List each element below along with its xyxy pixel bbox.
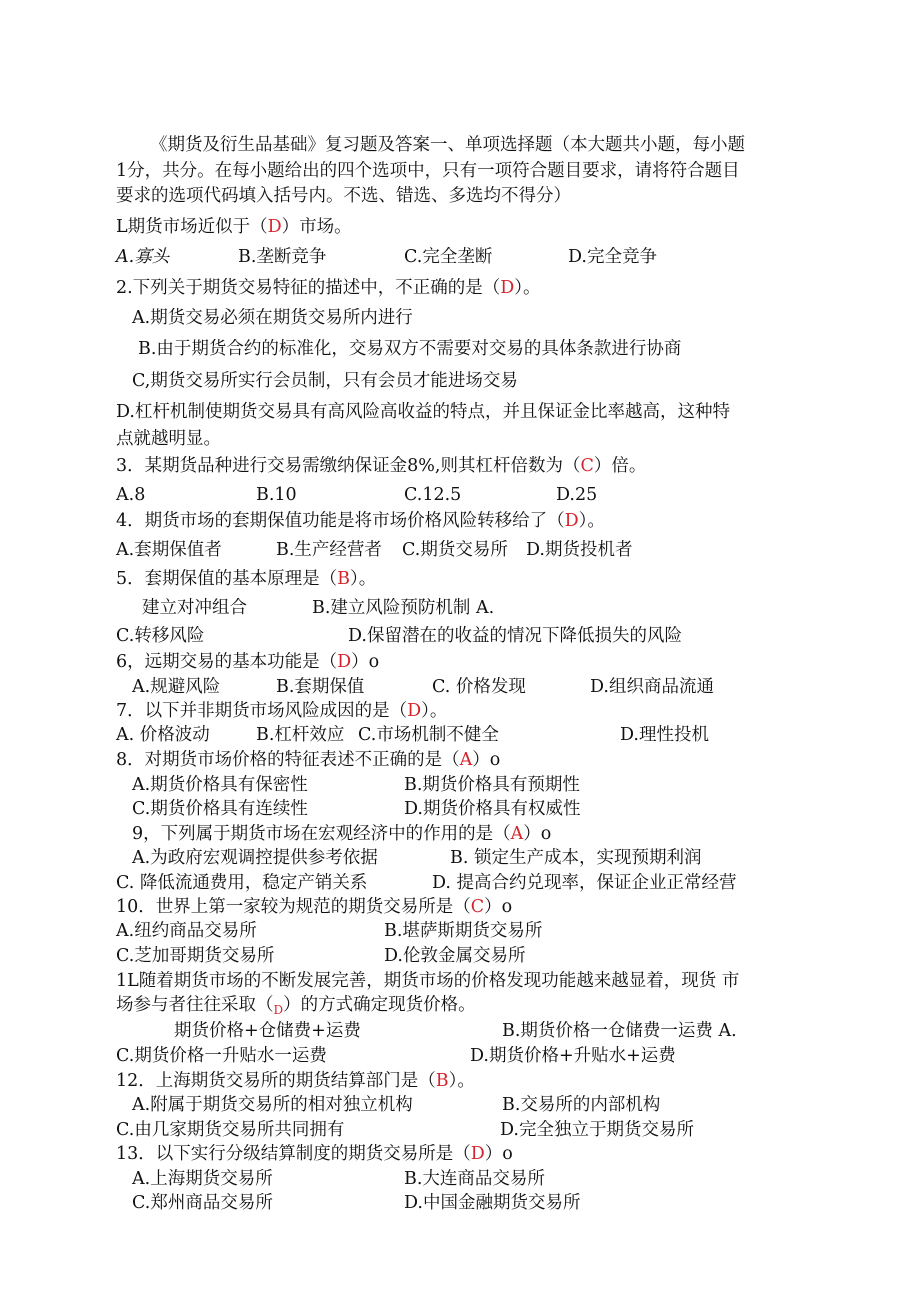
answer-mark: D <box>564 511 579 531</box>
q10-option-b: B.堪萨斯期货交易所 <box>384 921 543 941</box>
intro-line-3: 要求的选项代码填入括号内。不选、错选、多选均不得分） <box>116 186 571 206</box>
q6-option-b: B.套期保值 <box>276 677 365 697</box>
q2-option-c: C,期货交易所实行会员制，只有会员才能进场交易 <box>132 371 518 391</box>
answer-mark: B <box>435 1071 449 1091</box>
answer-mark: A <box>459 750 473 770</box>
intro-line-2: 1分，共分。在每小题给出的四个选项中，只有一项符合题目要求，请将符合题目 <box>116 161 740 181</box>
question-1-stem: L期货市场近似于（D）市场。 <box>116 217 352 237</box>
question-2-stem: 2.下列关于期货交易特征的描述中，不正确的是（D）。 <box>116 278 541 298</box>
q2-option-a: A.期货交易必须在期货交易所内进行 <box>132 308 413 328</box>
q10-option-a: A.纽约商品交易所 <box>116 921 257 941</box>
q7-option-a: A. 价格波动 <box>116 725 210 745</box>
q12-option-d: D.完全独立于期货交易所 <box>500 1120 694 1140</box>
q2-option-d: D.杠杆机制使期货交易具有高风险高收益的特点，并且保证金比率越高，这种特 <box>116 402 730 422</box>
answer-mark: D <box>267 217 282 237</box>
q5-option-b: B.建立风险预防机制 A. <box>312 598 495 618</box>
q10-option-c: C.芝加哥期货交易所 <box>116 946 275 966</box>
q11-option-d: D.期货价格+升贴水+运费 <box>470 1046 676 1066</box>
q3-option-b: B.10 <box>256 485 297 505</box>
q8-option-c: C.期货价格具有连续性 <box>132 799 308 819</box>
answer-mark: D <box>470 1144 485 1164</box>
q10-option-d: D.伦敦金属交易所 <box>384 946 526 966</box>
q7-option-d: D.理性投机 <box>620 725 709 745</box>
q13-option-c: C.郑州商品交易所 <box>132 1193 273 1213</box>
q6-option-c: C. 价格发现 <box>432 677 526 697</box>
q3-option-d: D.25 <box>556 485 598 505</box>
q2-option-b: B.由于期货合约的标准化，交易双方不需要对交易的具体条款进行协商 <box>138 339 682 359</box>
q3-option-a: A.8 <box>116 485 146 505</box>
q2-option-d-cont: 点就越明显。 <box>116 429 221 449</box>
question-8-stem: 8．对期货市场价格的特征表述不正确的是（A）o <box>116 750 501 770</box>
q4-option-b: B.生产经营者 <box>276 540 382 560</box>
q12-option-a: A.附属于期货交易所的相对独立机构 <box>132 1095 413 1115</box>
q1-option-d: D.完全竞争 <box>568 247 657 267</box>
question-12-stem: 12．上海期货交易所的期货结算部门是（B）。 <box>116 1071 475 1091</box>
q4-option-d: D.期货投机者 <box>526 540 633 560</box>
answer-mark: D <box>273 1003 284 1017</box>
question-3-stem: 3．某期货品种进行交易需缴纳保证金8%,则其杠杆倍数为（C）倍。 <box>116 456 647 476</box>
q7-option-b: B.杠杆效应 <box>256 725 345 745</box>
q6-option-a: A.规避风险 <box>132 677 221 697</box>
question-11-stem-cont: 场参与者往往采取$(_D)$的方式确定现货价格。 <box>116 995 476 1017</box>
q11-option-b: B.期货价格一仓储费一运费 A. <box>502 1021 737 1041</box>
q3-option-c: C.12.5 <box>404 485 462 505</box>
answer-mark: D <box>500 278 515 298</box>
answer-mark: D <box>407 701 422 721</box>
q13-option-d: D.中国金融期货交易所 <box>404 1193 581 1213</box>
q6-option-d: D.组织商品流通 <box>590 677 714 697</box>
q11-option-c: C.期货价格一升贴水一运费 <box>116 1046 327 1066</box>
q8-option-b: B.期货价格具有预期性 <box>404 775 580 795</box>
question-11-stem: 1L随着期货市场的不断发展完善，期货市场的价格发现功能越来越显着，现货 市 <box>116 971 740 991</box>
answer-mark: C <box>470 897 485 917</box>
intro-line-1: 《期货及衍生品基础》复习题及答案一、单项选择题（本大题共小题，每小题 <box>150 135 745 155</box>
q5-option-a: 建立对冲组合 <box>142 598 247 618</box>
q1-option-c: C.完全垄断 <box>404 247 493 267</box>
q12-option-b: B.交易所的内部机构 <box>502 1095 661 1115</box>
answer-mark: C <box>580 456 594 476</box>
question-13-stem: 13．以下实行分级结算制度的期货交易所是（D）o <box>116 1144 513 1164</box>
answer-mark: B <box>337 569 351 589</box>
question-5-stem: 5．套期保值的基本原理是（B）。 <box>116 569 377 589</box>
q5-option-d: D.保留潜在的收益的情况下降低损失的风险 <box>348 626 682 646</box>
q12-option-c: C.由几家期货交易所共同拥有 <box>116 1120 345 1140</box>
q8-option-a: A.期货价格具有保密性 <box>132 775 308 795</box>
q9-option-b: B. 锁定生产成本，实现预期利润 <box>450 848 702 868</box>
q1-option-a: A.寡头 <box>116 247 170 267</box>
q1-option-b: B.垄断竞争 <box>238 247 327 267</box>
q11-option-a: 期货价格+仓储费+运费 <box>174 1021 361 1041</box>
question-10-stem: 10．世界上第一家较为规范的期货交易所是（C）o <box>116 897 513 917</box>
q5-option-c: C.转移风险 <box>116 626 205 646</box>
q7-option-c: C.市场机制不健全 <box>358 725 499 745</box>
q9-option-a: A.为政府宏观调控提供参考依据 <box>132 848 378 868</box>
question-6-stem: 6，远期交易的基本功能是（D）o <box>116 652 380 672</box>
q4-option-c: C.期货交易所 <box>402 540 508 560</box>
q9-option-d: D. 提高合约兑现率，保证企业正常经营 <box>432 873 737 893</box>
answer-mark: A <box>510 824 524 844</box>
question-7-stem: 7．以下并非期货市场风险成因的是（D）。 <box>116 701 448 721</box>
q13-option-a: A.上海期货交易所 <box>132 1169 273 1189</box>
question-4-stem: 4．期货市场的套期保值功能是将市场价格风险转移给了（D）。 <box>116 511 605 531</box>
q8-option-d: D.期货价格具有权威性 <box>404 799 581 819</box>
q13-option-b: B.大连商品交易所 <box>404 1169 545 1189</box>
q4-option-a: A.套期保值者 <box>116 540 222 560</box>
answer-mark: D <box>337 652 352 672</box>
question-9-stem: 9，下列属于期货市场在宏观经济中的作用的是（A）o <box>132 824 552 844</box>
q9-option-c: C. 降低流通费用，稳定产销关系 <box>116 873 368 893</box>
